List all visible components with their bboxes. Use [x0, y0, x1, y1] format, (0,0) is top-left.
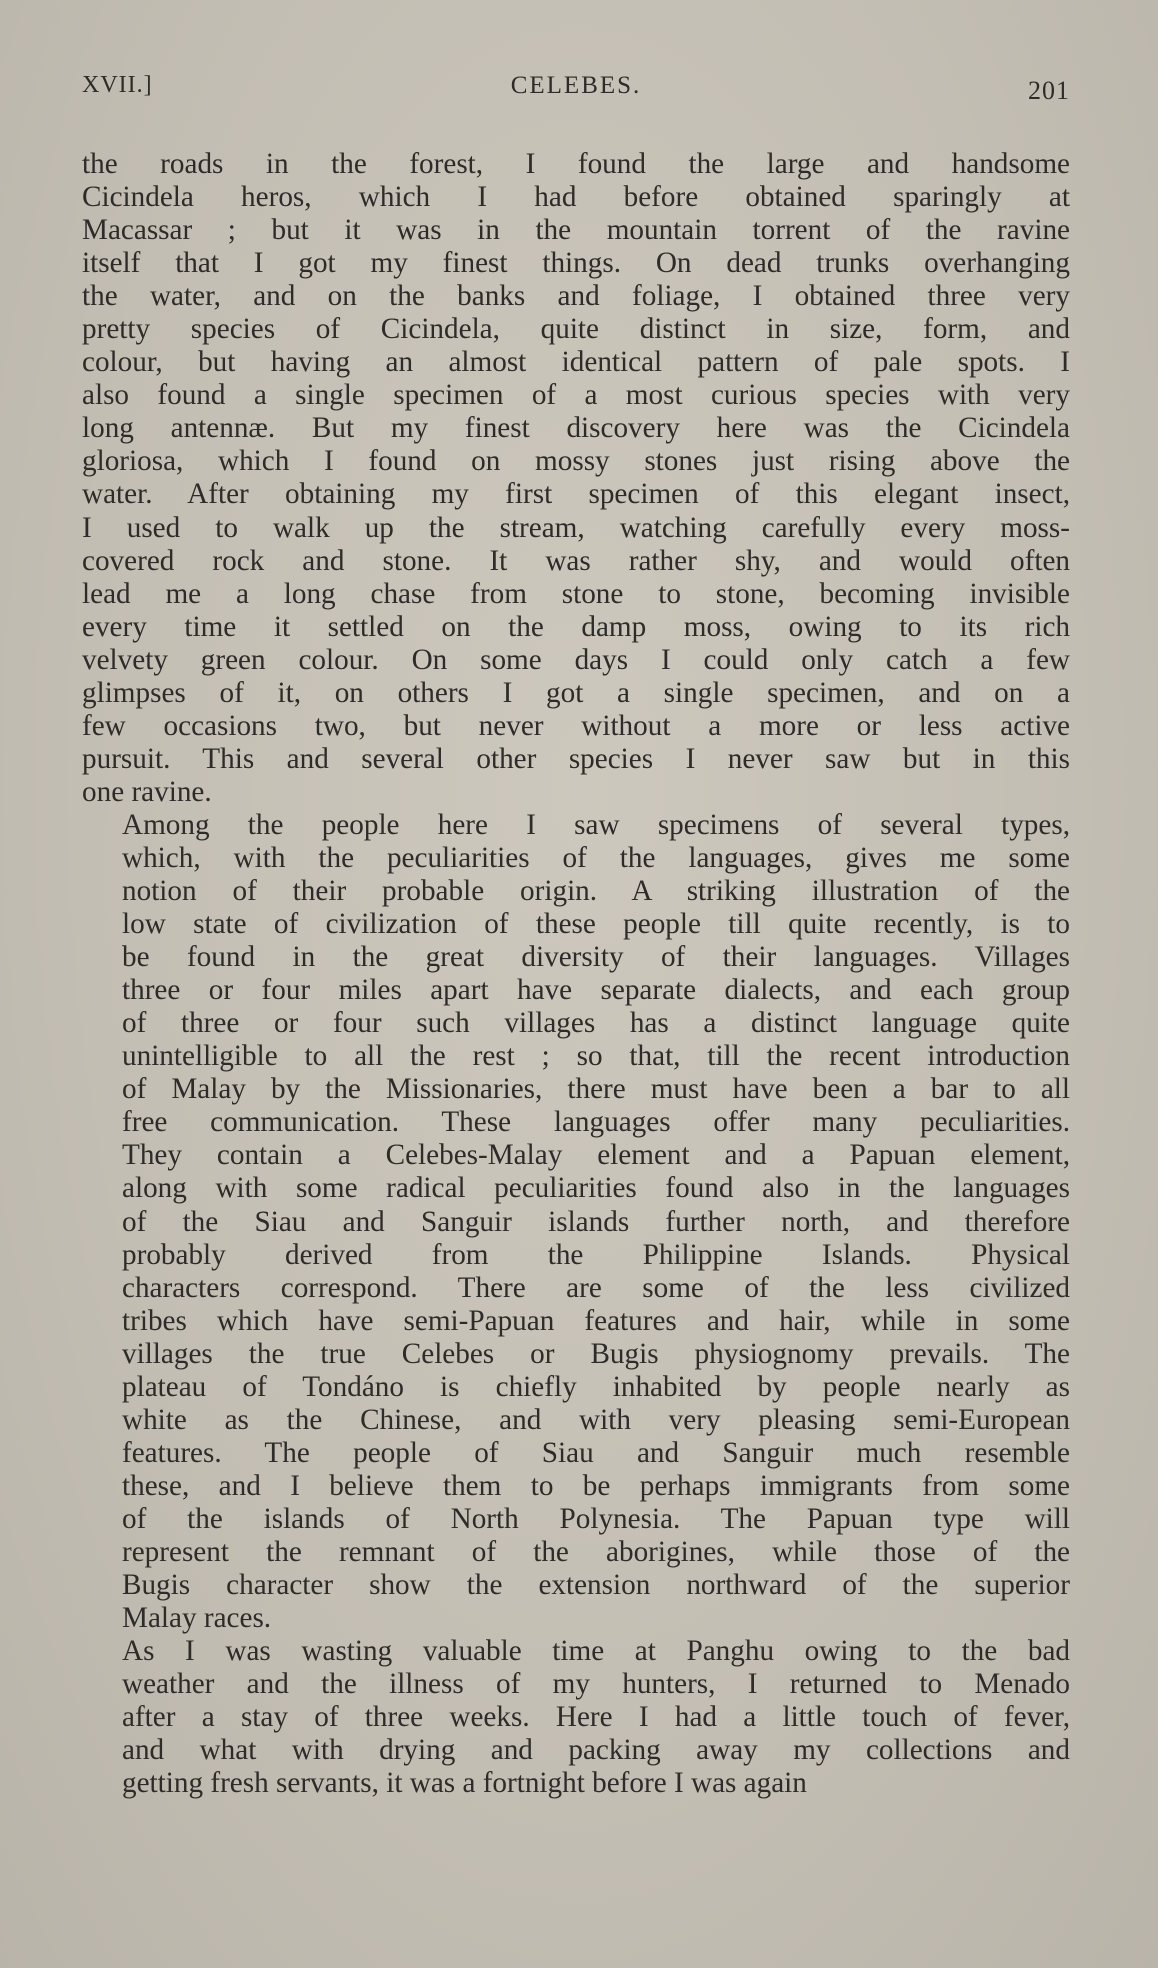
text-line: notion of their probable origin. A striking illustration of the: [122, 875, 1070, 908]
text-line: Cicindela heros, which I had before obtained sparingly at: [82, 181, 1070, 214]
text-line: weather and the illness of my hunters, I returned to Menado: [122, 1668, 1070, 1701]
text-line: glimpses of it, on others I got a single specimen, and on a: [82, 676, 1070, 709]
text-line: and what with drying and packing away my collections and: [122, 1734, 1070, 1767]
running-header: [82, 72, 1070, 112]
text-line: As I was wasting valuable time at Panghu owing to the bad: [122, 1635, 1070, 1668]
text-line: pretty species of Cicindela, quite distinct in size, form, and: [82, 313, 1070, 346]
text-line: They contain a Celebes-Malay element and a Papuan element,: [122, 1139, 1070, 1172]
text-line: the roads in the forest, I found the large and handsome: [82, 148, 1070, 180]
text-line: of Malay by the Missionaries, there must have been a bar to all: [122, 1073, 1070, 1106]
text-line: I used to walk up the stream, watching carefully every moss-: [82, 511, 1070, 544]
text-line: after a stay of three weeks. Here I had a little touch of fever,: [122, 1701, 1070, 1734]
text-line: unintelligible to all the rest ; so that, till the recent introduction: [122, 1040, 1070, 1073]
page-body: [82, 148, 1070, 1800]
text-line: white as the Chinese, and with very pleasing semi-European: [122, 1403, 1070, 1436]
text-line: which, with the peculiarities of the languages, gives me some: [122, 841, 1070, 874]
text-line: Bugis character show the extension northward of the superior: [122, 1569, 1070, 1602]
text-line: represent the remnant of the aborigines, while those of the: [122, 1535, 1070, 1568]
text-line: characters correspond. There are some of the less civilized: [122, 1271, 1070, 1304]
text-line: of three or four such villages has a distinct language quite: [122, 1007, 1070, 1040]
text-line: Macassar ; but it was in the mountain torrent of the ravine: [82, 214, 1070, 247]
text-line: probably derived from the Philippine Islands. Physical: [122, 1238, 1070, 1271]
page-number: 201: [1028, 76, 1070, 105]
text-line: few occasions two, but never without a more or less active: [82, 709, 1070, 742]
text-line: every time it settled on the damp moss, owing to its rich: [82, 610, 1070, 643]
text-line: gloriosa, which I found on mossy stones just rising above the: [82, 445, 1070, 478]
text-line: lead me a long chase from stone to stone, becoming invisible: [82, 577, 1070, 610]
text-line: itself that I got my finest things. On dead trunks overhanging: [82, 247, 1070, 280]
paragraph: [82, 1635, 1070, 1800]
text-line: colour, but having an almost identical pattern of pale spots. I: [82, 346, 1070, 379]
text-line: plateau of Tondáno is chiefly inhabited by people nearly as: [122, 1370, 1070, 1403]
paragraph: [82, 148, 1070, 809]
paragraph: [82, 809, 1070, 1635]
text-line: covered rock and stone. It was rather shy, and would often: [82, 544, 1070, 577]
text-line: Malay races.: [122, 1602, 272, 1635]
text-line: one ravine.: [82, 775, 212, 808]
chapter-number: XVII.]: [82, 72, 153, 98]
text-line: tribes which have semi-Papuan features and hair, while in some: [122, 1304, 1070, 1337]
text-line: three or four miles apart have separate dialects, and each group: [122, 974, 1070, 1007]
text-line: be found in the great diversity of their languages. Villages: [122, 941, 1070, 974]
text-line: Among the people here I saw specimens of several types,: [122, 808, 1070, 841]
text-line: the water, and on the banks and foliage, I obtained three very: [82, 280, 1070, 313]
text-line: of the Siau and Sanguir islands further north, and therefore: [122, 1205, 1070, 1238]
text-line: also found a single specimen of a most curious species with very: [82, 379, 1070, 412]
text-line: long antennæ. But my finest discovery here was the Cicindela: [82, 412, 1070, 445]
text-line: velvety green colour. On some days I could only catch a few: [82, 643, 1070, 676]
text-line: water. After obtaining my first specimen of this elegant insect,: [82, 478, 1070, 511]
text-line: features. The people of Siau and Sanguir much resemble: [122, 1436, 1070, 1469]
text-line: of the islands of North Polynesia. The Papuan type will: [122, 1502, 1070, 1535]
text-line: villages the true Celebes or Bugis physiognomy prevails. The: [122, 1337, 1070, 1370]
text-line: getting fresh servants, it was a fortnight before I was again: [122, 1767, 807, 1800]
text-line: low state of civilization of these people till quite recently, is to: [122, 908, 1070, 941]
text-line: these, and I believe them to be perhaps immigrants from some: [122, 1469, 1070, 1502]
text-line: free communication. These languages offer many peculiarities.: [122, 1106, 1070, 1139]
text-line: along with some radical peculiarities found also in the languages: [122, 1172, 1070, 1205]
text-line: pursuit. This and several other species I never saw but in this: [82, 742, 1070, 775]
running-title: CELEBES.: [510, 72, 642, 99]
